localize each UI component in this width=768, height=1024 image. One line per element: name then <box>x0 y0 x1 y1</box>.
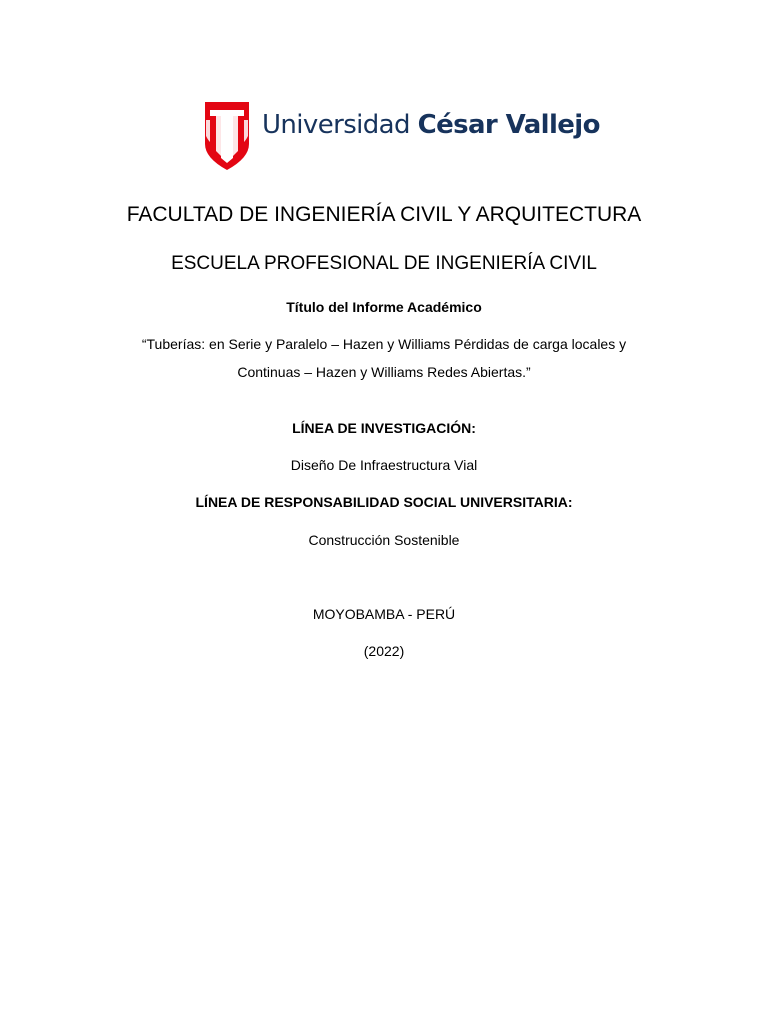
university-shield-icon <box>204 100 250 172</box>
report-title-label: Título del Informe Académico <box>286 299 482 315</box>
social-responsibility-value: Construcción Sostenible <box>308 532 460 548</box>
university-wordmark <box>262 106 600 144</box>
research-line-value: Diseño De Infraestructura Vial <box>290 457 478 473</box>
school-heading: ESCUELA PROFESIONAL DE INGENIERÍA CIVIL <box>171 253 597 274</box>
report-title-line-1: “Tuberías: en Serie y Paralelo – Hazen y Williams Pérdidas de carga locales y <box>141 336 627 352</box>
research-line-label: LÍNEA DE INVESTIGACIÓN: <box>292 420 476 436</box>
year: (2022) <box>363 643 405 659</box>
location: MOYOBAMBA - PERÚ <box>312 606 456 622</box>
report-title-line-2: Continuas – Hazen y Williams Redes Abiertas.” <box>237 364 531 380</box>
wordmark-regular: Universidad <box>262 110 418 140</box>
wordmark-bold: César Vallejo <box>417 110 600 140</box>
university-logo <box>204 100 600 172</box>
faculty-heading: FACULTAD DE INGENIERÍA CIVIL Y ARQUITECTURA <box>126 203 642 226</box>
social-responsibility-label: LÍNEA DE RESPONSABILIDAD SOCIAL UNIVERSITARIA: <box>195 494 573 510</box>
